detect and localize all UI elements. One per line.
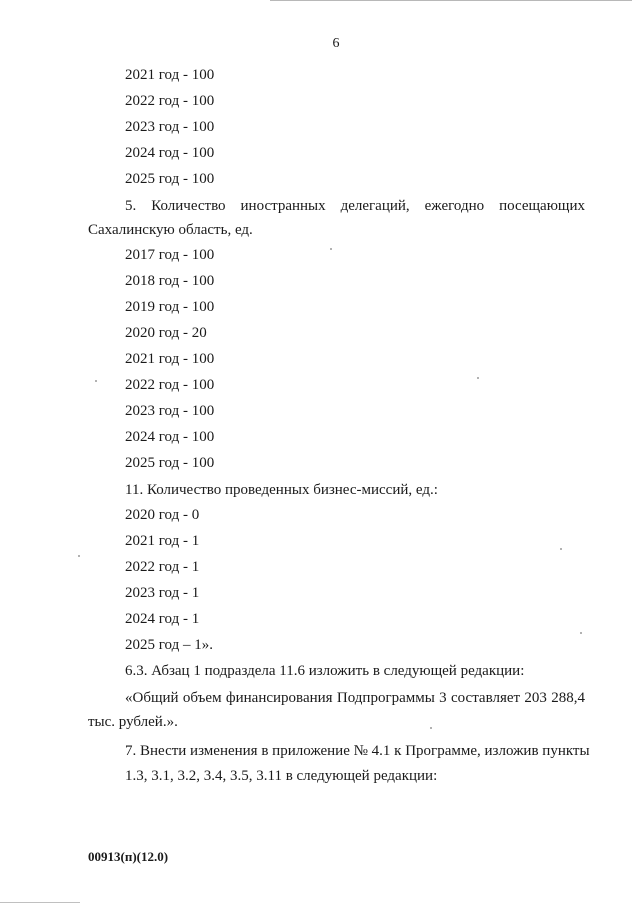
document-code: 00913(п)(12.0) (88, 849, 169, 864)
paragraph-7: 7. Внести изменения в приложение № 4.1 к Программе, изложив пункты (125, 743, 590, 759)
paragraph-6-3: 6.3. Абзац 1 подраздела 11.6 изложить в следующей редакции: (125, 663, 525, 679)
list-item: 2025 год – 1». (125, 637, 213, 653)
list-item: 2021 год - 100 (125, 67, 215, 83)
page-number: 6 (332, 36, 340, 51)
list-item: 2019 год - 100 (125, 299, 215, 315)
list-item: 2020 год - 20 (125, 325, 207, 341)
list-item: 2024 год - 1 (125, 611, 200, 627)
scan-speck (560, 548, 562, 550)
item-5-heading: 5. Количество иностранных делегаций, ежегодно посещающих (125, 198, 585, 214)
list-item: 2024 год - 100 (125, 429, 215, 445)
list-item: 2021 год - 100 (125, 351, 215, 367)
list-item: 2022 год - 100 (125, 93, 215, 109)
list-item: 2023 год - 100 (125, 403, 215, 419)
list-item: 2023 год - 1 (125, 585, 200, 601)
list-item: 2024 год - 100 (125, 145, 215, 161)
scan-speck (78, 555, 80, 557)
list-item: 2018 год - 100 (125, 273, 215, 289)
list-item: 2023 год - 100 (125, 119, 215, 135)
scan-speck (95, 380, 97, 382)
list-item: 2021 год - 1 (125, 533, 200, 549)
scan-edge-top (270, 0, 632, 1)
quote-paragraph: «Общий объем финансирования Подпрограммы 3 составляет 203 288,4 (125, 690, 585, 706)
scan-speck (330, 248, 332, 250)
scan-edge-bottom (0, 902, 80, 903)
scan-speck (430, 727, 432, 729)
item-11-heading: 11. Количество проведенных бизнес-миссий, ед.: (125, 482, 438, 498)
paragraph-7-cont: 1.3, 3.1, 3.2, 3.4, 3.5, 3.11 в следующей редакции: (125, 768, 438, 784)
list-item: 2025 год - 100 (125, 455, 215, 471)
scan-speck (477, 377, 479, 379)
list-item: 2017 год - 100 (125, 247, 215, 263)
list-item: 2022 год - 100 (125, 377, 215, 393)
list-item: 2020 год - 0 (125, 507, 200, 523)
list-item: 2025 год - 100 (125, 171, 215, 187)
item-5-heading-cont: Сахалинскую область, ед. (88, 222, 253, 238)
quote-paragraph-cont: тыс. рублей.». (88, 714, 178, 730)
scan-speck (580, 632, 582, 634)
list-item: 2022 год - 1 (125, 559, 200, 575)
